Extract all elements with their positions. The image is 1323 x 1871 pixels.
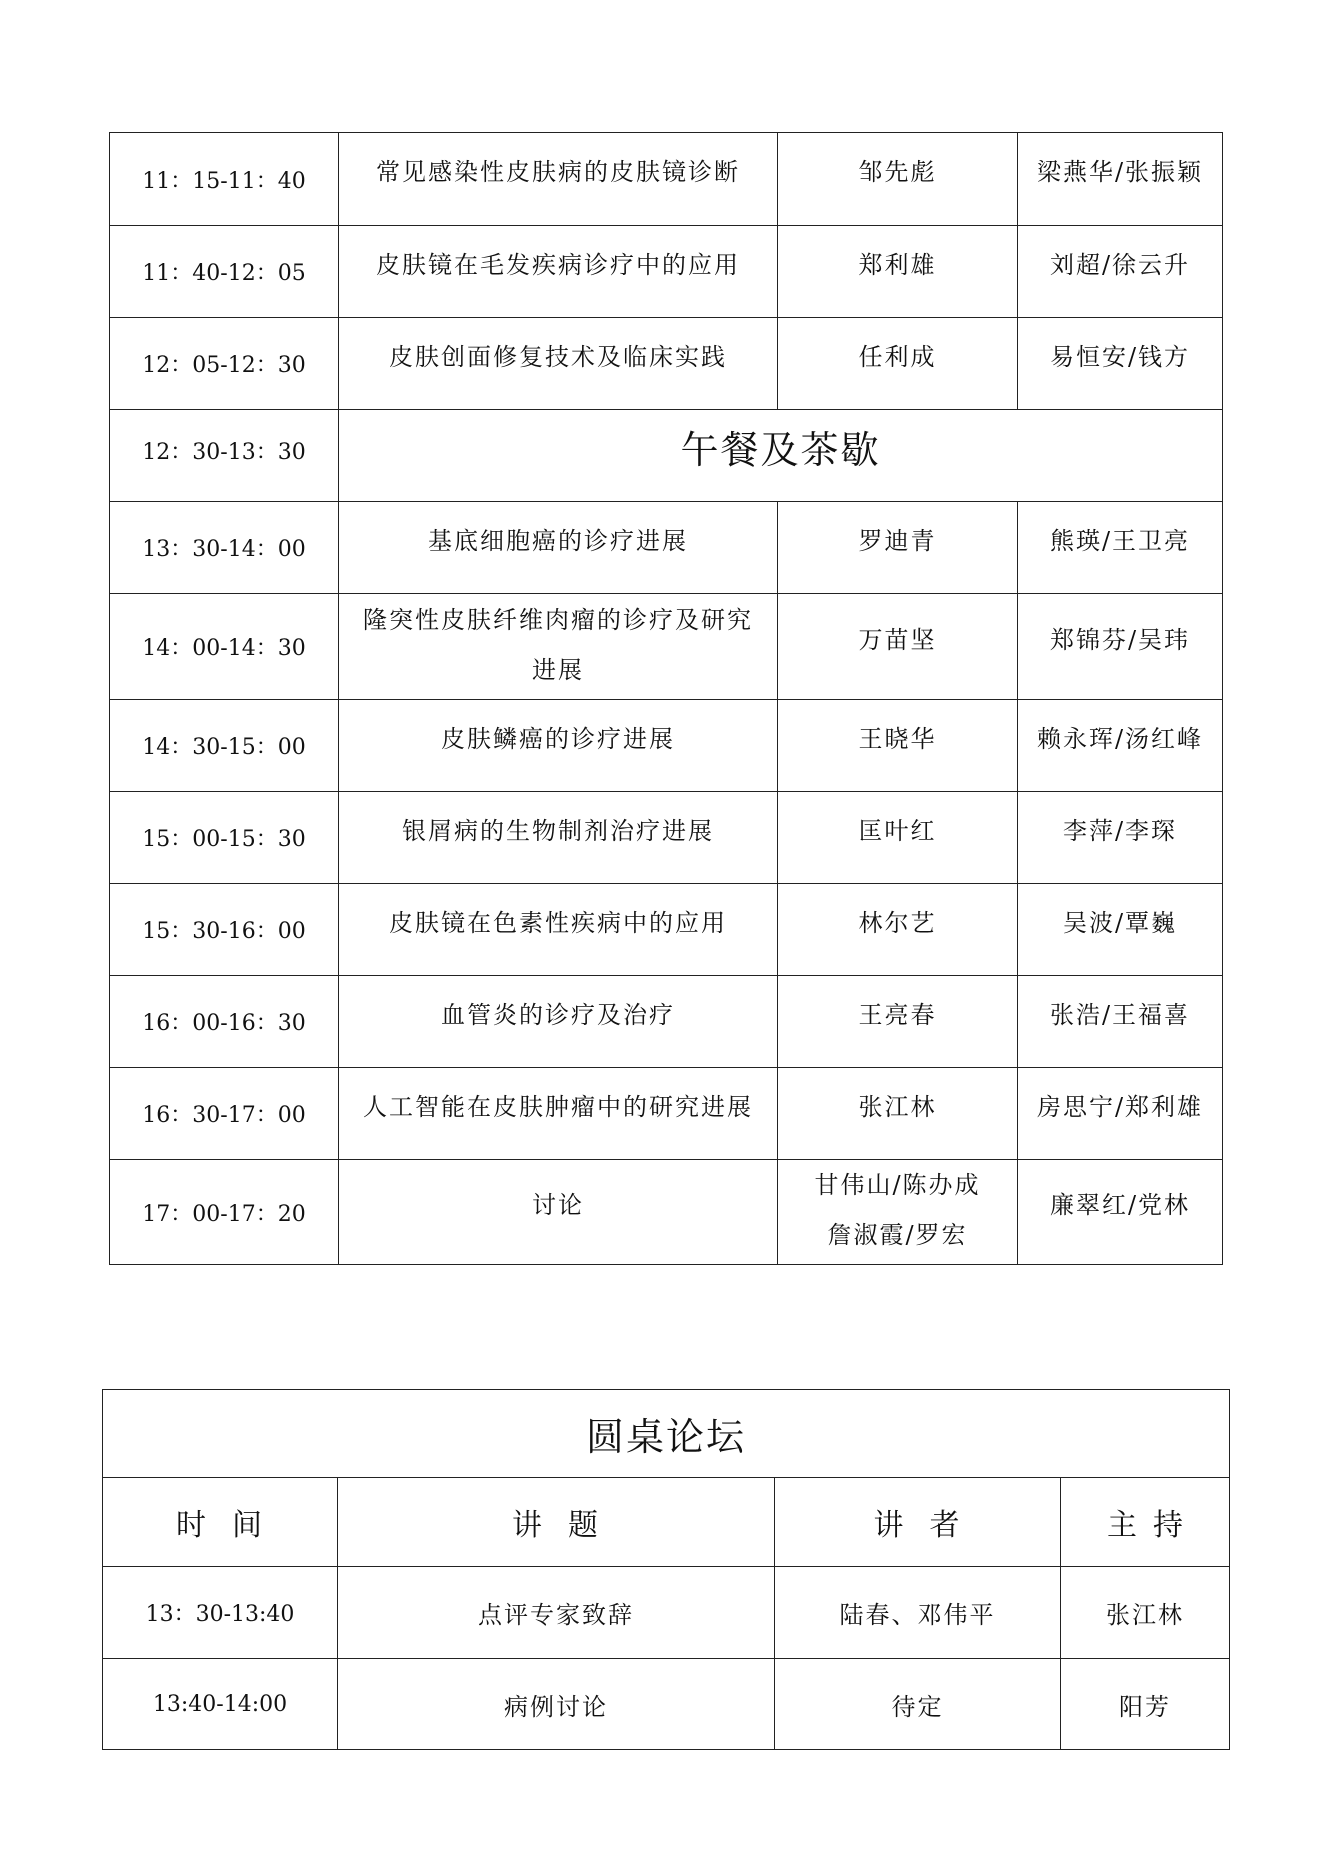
table-row — [110, 594, 1223, 700]
speaker-line: 詹淑霞/罗宏 — [827, 1221, 968, 1249]
header-speaker: 讲者 — [775, 1478, 1061, 1567]
speaker-cell: 邹先彪 — [778, 133, 1018, 226]
table-row — [110, 976, 1223, 1068]
break-row — [110, 410, 1223, 502]
lunch-break-label: 午餐及茶歇 — [339, 410, 1223, 502]
host-cell: 刘超/徐云升 — [1018, 226, 1223, 318]
host-cell: 赖永珲/汤红峰 — [1018, 700, 1223, 792]
time-cell: 13：30-13:40 — [103, 1567, 338, 1659]
forum-table — [102, 1389, 1230, 1750]
speaker-cell: 罗迪青 — [778, 502, 1018, 594]
table-row — [110, 792, 1223, 884]
host-cell: 李萍/李琛 — [1018, 792, 1223, 884]
discussion-row — [110, 1160, 1223, 1265]
time-cell: 16：00-16：30 — [110, 976, 339, 1068]
speaker-cell: 王亮春 — [778, 976, 1018, 1068]
topic-cell: 点评专家致辞 — [338, 1567, 775, 1659]
time-cell: 14：00-14：30 — [110, 594, 339, 700]
host-cell: 郑锦芬/吴玮 — [1018, 594, 1223, 700]
host-cell: 张江林 — [1061, 1567, 1230, 1659]
speaker-cell: 万苗坚 — [778, 594, 1018, 700]
forum-title-row — [103, 1390, 1230, 1478]
time-cell: 15：00-15：30 — [110, 792, 339, 884]
topic-line: 隆突性皮肤纤维肉瘤的诊疗及研究 — [363, 605, 753, 634]
schedule-table — [109, 132, 1223, 1265]
topic-cell: 皮肤镜在色素性疾病中的应用 — [339, 884, 778, 976]
speaker-cell: 林尔艺 — [778, 884, 1018, 976]
topic-cell: 皮肤镜在毛发疾病诊疗中的应用 — [339, 226, 778, 318]
host-cell: 阳芳 — [1061, 1659, 1230, 1750]
forum-title: 圆桌论坛 — [103, 1390, 1230, 1478]
table-row — [110, 318, 1223, 410]
topic-cell: 皮肤鳞癌的诊疗进展 — [339, 700, 778, 792]
host-cell: 熊瑛/王卫亮 — [1018, 502, 1223, 594]
host-cell: 易恒安/钱方 — [1018, 318, 1223, 410]
header-host: 主持 — [1061, 1478, 1230, 1567]
speaker-cell: 待定 — [775, 1659, 1061, 1750]
table-row — [110, 884, 1223, 976]
time-cell: 15：30-16：00 — [110, 884, 339, 976]
header-topic: 讲题 — [338, 1478, 775, 1567]
header-row — [103, 1478, 1230, 1567]
topic-cell: 人工智能在皮肤肿瘤中的研究进展 — [339, 1068, 778, 1160]
table-row — [103, 1567, 1230, 1659]
topic-cell: 银屑病的生物制剂治疗进展 — [339, 792, 778, 884]
speaker-cell: 匡叶红 — [778, 792, 1018, 884]
topic-cell: 病例讨论 — [338, 1659, 775, 1750]
table-row — [110, 133, 1223, 226]
host-cell: 廉翠红/党林 — [1018, 1160, 1223, 1265]
time-cell: 13:40-14:00 — [103, 1659, 338, 1750]
speaker-cell — [778, 1160, 1018, 1265]
table-row — [110, 700, 1223, 792]
table-row — [110, 226, 1223, 318]
speaker-cell: 张江林 — [778, 1068, 1018, 1160]
speaker-cell: 陆春、邓伟平 — [775, 1567, 1061, 1659]
speaker-cell: 任利成 — [778, 318, 1018, 410]
time-cell: 16：30-17：00 — [110, 1068, 339, 1160]
host-cell: 梁燕华/张振颖 — [1018, 133, 1223, 226]
topic-cell: 皮肤创面修复技术及临床实践 — [339, 318, 778, 410]
table-row — [110, 502, 1223, 594]
table-row — [110, 1068, 1223, 1160]
topic-cell — [339, 594, 778, 700]
speaker-line: 甘伟山/陈办成 — [814, 1171, 981, 1199]
host-cell: 吴波/覃巍 — [1018, 884, 1223, 976]
topic-cell: 基底细胞癌的诊疗进展 — [339, 502, 778, 594]
time-cell: 11：15-11：40 — [110, 133, 339, 226]
speaker-cell: 郑利雄 — [778, 226, 1018, 318]
topic-cell: 血管炎的诊疗及治疗 — [339, 976, 778, 1068]
time-cell: 13：30-14：00 — [110, 502, 339, 594]
table-row — [103, 1659, 1230, 1750]
time-cell: 14：30-15：00 — [110, 700, 339, 792]
header-time: 时间 — [103, 1478, 338, 1567]
topic-cell: 讨论 — [339, 1160, 778, 1265]
time-cell: 11：40-12：05 — [110, 226, 339, 318]
time-cell: 17：00-17：20 — [110, 1160, 339, 1265]
host-cell: 张浩/王福喜 — [1018, 976, 1223, 1068]
time-cell: 12：05-12：30 — [110, 318, 339, 410]
topic-line: 进展 — [532, 655, 584, 684]
topic-cell: 常见感染性皮肤病的皮肤镜诊断 — [339, 133, 778, 226]
host-cell: 房思宁/郑利雄 — [1018, 1068, 1223, 1160]
time-cell: 12：30-13：30 — [110, 410, 339, 502]
speaker-cell: 王晓华 — [778, 700, 1018, 792]
